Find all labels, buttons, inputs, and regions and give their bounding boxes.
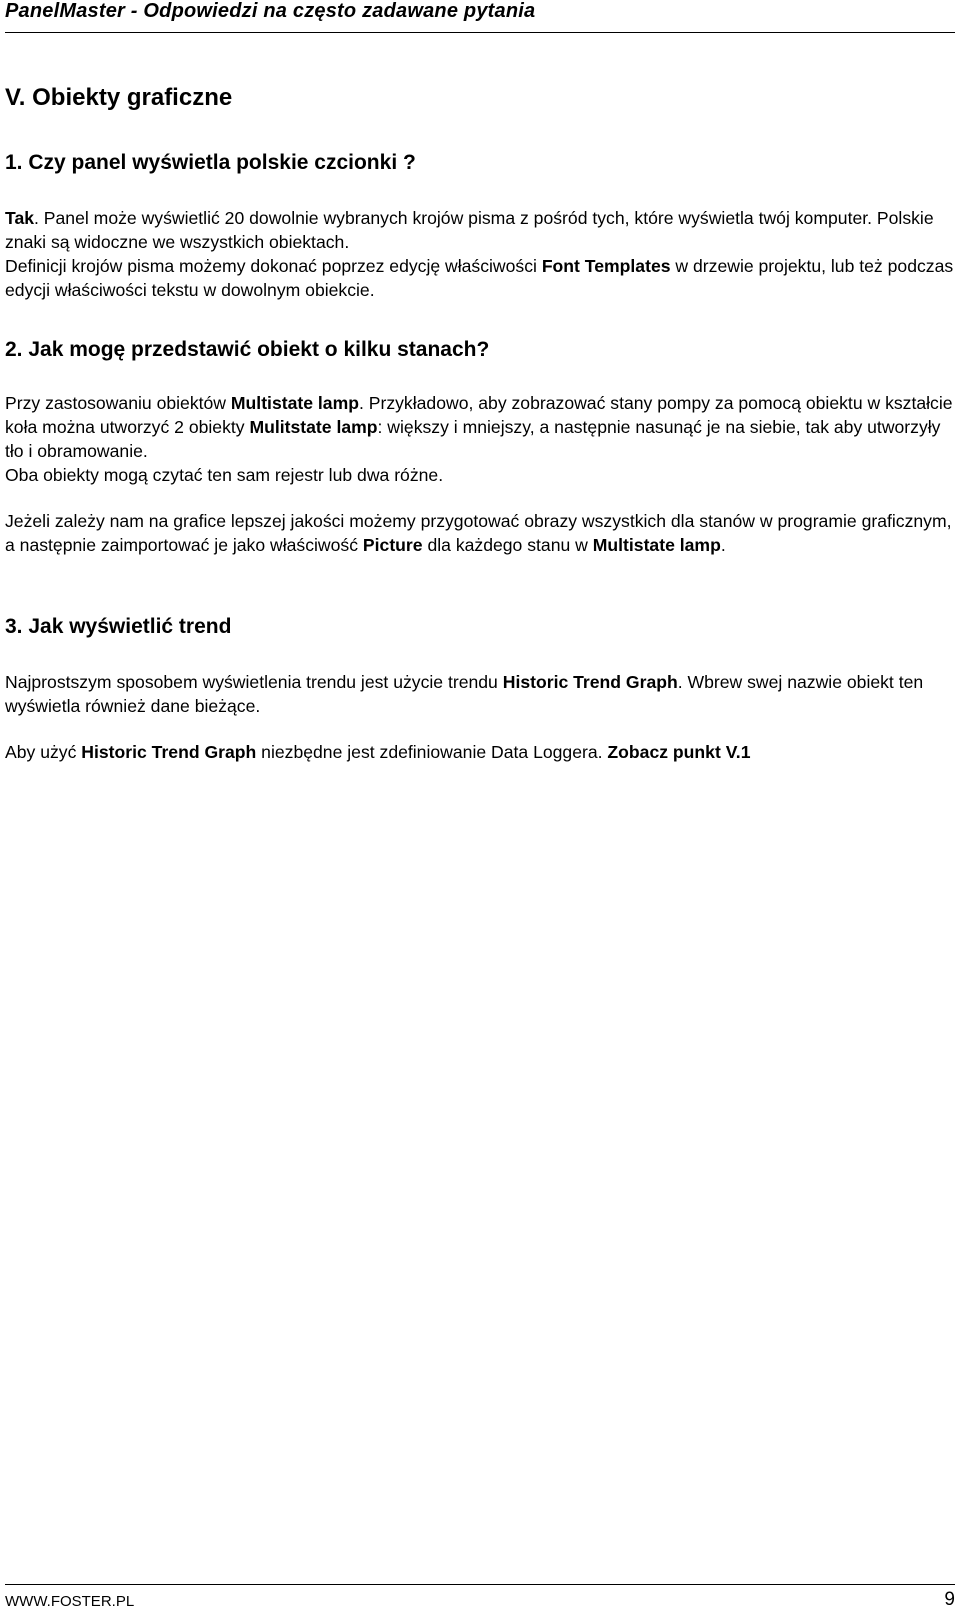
page-header <box>5 0 955 33</box>
font-templates-term: Font Templates <box>541 256 671 276</box>
multistate-lamp-term: Multistate lamp <box>230 393 359 413</box>
historic-trend-graph-term: Historic Trend Graph <box>81 742 257 762</box>
answer-text: . Panel może wyświetlić 20 dowolnie wybranych krojów pisma z pośród tych, które wyświetla twój komputer. Polskie znaki są widoczne we wszystkich obiektach. <box>5 208 934 252</box>
text-run: niezbędne jest zdefiniowanie Data Loggera. <box>256 742 608 762</box>
text-run: dla każdego stanu w <box>422 535 593 555</box>
text-run: Najprostszym sposobem wyświetlenia trendu jest użycie trendu <box>5 672 503 692</box>
question-2-paragraph-1 <box>5 391 955 487</box>
question-2-paragraph-2 <box>5 509 955 557</box>
text-run: . Przykładowo, aby zobrazować stany pompy za pomocą obiektu w kształcie koła można utworzyć 2 obiekty <box>5 393 953 437</box>
question-1-answer <box>5 206 955 302</box>
text-run: Jeżeli zależy nam na grafice lepszej jakości możemy przygotować obrazy wszystkich dla stanów w programie graficznym, a następnie zaimportować je jako właściwość <box>5 511 952 555</box>
question-3-paragraph-2 <box>5 740 955 764</box>
question-2-title: 2. Jak mogę przedstawić obiekt o kilku stanach? <box>5 338 490 361</box>
question-1-title: 1. Czy panel wyświetla polskie czcionki ? <box>5 151 416 174</box>
question-3-paragraph-1 <box>5 670 955 718</box>
page-footer <box>5 1584 955 1618</box>
multistate-lamp-term: Multistate lamp <box>592 535 721 555</box>
cross-reference: Zobacz punkt V.1 <box>607 742 751 762</box>
text-run: . Wbrew swej nazwie obiekt ten wyświetla również dane bieżące. <box>5 672 924 716</box>
text-run: : większy i mniejszy, a następnie nasunąć je na siebie, tak aby utworzyły tło i obramowanie. <box>5 417 941 461</box>
text-run: Aby użyć <box>5 742 82 762</box>
text-run: . <box>720 535 726 555</box>
picture-term: Picture <box>362 535 423 555</box>
mulitstate-lamp-term: Mulitstate lamp <box>249 417 378 437</box>
text-run: Oba obiekty mogą czytać ten sam rejestr lub dwa różne. <box>5 465 444 485</box>
historic-trend-graph-term: Historic Trend Graph <box>502 672 678 692</box>
page-number: 9 <box>944 1589 955 1610</box>
question-3-title: 3. Jak wyświetlić trend <box>5 615 232 638</box>
answer-text-2b: w drzewie projektu, lub też podczas edycji właściwości tekstu w dowolnym obiekcie. <box>5 256 954 300</box>
text-run: Przy zastosowaniu obiektów <box>5 393 231 413</box>
answer-lead: Tak <box>5 208 35 228</box>
footer-website: WWW.FOSTER.PL <box>5 1593 135 1610</box>
section-title: V. Obiekty graficzne <box>5 84 233 111</box>
document-title: PanelMaster - Odpowiedzi na często zadawane pytania <box>5 0 536 22</box>
answer-text-2a: Definicji krojów pisma możemy dokonać poprzez edycję właściwości <box>5 256 542 276</box>
